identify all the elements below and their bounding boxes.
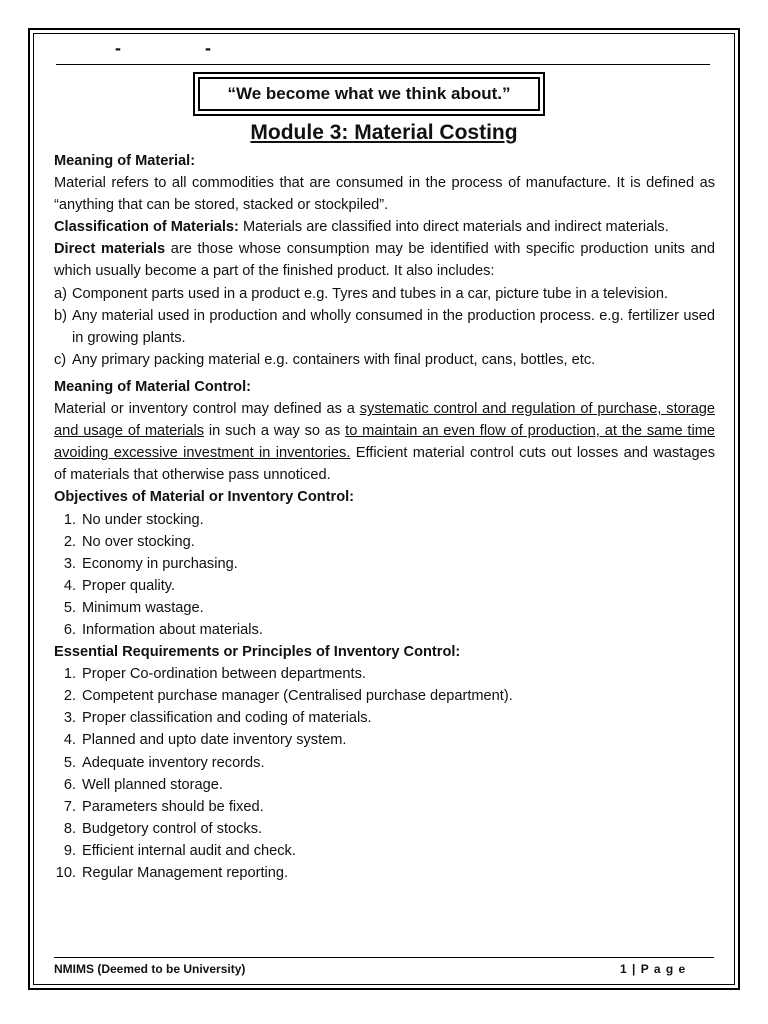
quote-text: “We become what we think about.” <box>227 84 511 103</box>
list-item-text: Proper classification and coding of materials. <box>82 710 372 727</box>
list-item-text: Competent purchase manager (Centralised purchase department). <box>82 688 513 705</box>
list-marker: c) <box>54 351 67 368</box>
list-item-text: Regular Management reporting. <box>82 865 289 881</box>
list-marker: 4. <box>63 732 76 749</box>
list-item <box>54 305 715 349</box>
list-marker: 6. <box>63 621 76 638</box>
list-item-text: Any material used in production and wholly consumed in the production process. e.g. fertilizer used in growing plants. <box>72 307 715 346</box>
control-underlined-text: systematic control and regulation of purchase, storage and usage of materials <box>54 401 715 440</box>
header-dash: - <box>205 38 211 58</box>
direct-materials-list <box>54 283 715 371</box>
list-item <box>54 349 715 371</box>
paragraph-meaning-material: Material refers to all commodities that are consumed in the process of manufacture. It is defined as “anything that can be stored, stacked or stockpiled”. <box>54 175 715 214</box>
list-marker: 2. <box>63 533 76 550</box>
heading-meaning-material: Meaning of Material: <box>54 153 196 169</box>
list-item-text: Parameters should be fixed. <box>82 798 264 815</box>
footer-page-number: 1 | P a g e <box>620 962 687 976</box>
list-item-text: Minimum wastage. <box>82 599 204 616</box>
list-item <box>54 619 715 641</box>
heading-material-control: Meaning of Material Control: <box>54 378 252 395</box>
list-item <box>54 862 715 884</box>
header-rule <box>56 64 710 65</box>
list-item <box>54 685 715 707</box>
list-marker: 1. <box>63 666 76 683</box>
list-item <box>54 663 715 685</box>
direct-materials-text: are those whose consumption may be identified with specific production units and which usually become a part of the finished product. It also includes: <box>54 241 715 280</box>
list-item-text: No under stocking. <box>82 511 204 528</box>
list-item-text: Component parts used in a product e.g. Tyres and tubes in a car, picture tube in a television. <box>72 285 668 302</box>
classification-text: Materials are classified into direct materials and indirect materials. <box>238 219 669 236</box>
objectives-list <box>54 509 715 642</box>
header-dash: - <box>115 38 121 58</box>
list-item-text: Information about materials. <box>82 621 263 638</box>
quote-box <box>193 72 545 116</box>
list-marker: 5. <box>63 599 76 616</box>
list-marker: 8. <box>63 820 76 837</box>
control-text-part: Material or inventory control may defined as a <box>54 401 360 418</box>
list-marker: 4. <box>63 577 76 594</box>
list-item-text: Proper quality. <box>82 577 176 594</box>
paragraph-direct-materials <box>54 238 715 282</box>
paragraph-classification <box>54 216 715 238</box>
list-item <box>54 283 715 305</box>
list-marker: 10. <box>55 865 76 881</box>
header <box>0 38 768 60</box>
heading-classification: Classification of Materials: <box>54 219 239 236</box>
list-marker: 9. <box>63 842 76 859</box>
list-marker: 3. <box>63 555 76 572</box>
list-item <box>54 840 715 862</box>
list-item-text: Economy in purchasing. <box>82 555 238 572</box>
heading-objectives: Objectives of Material or Inventory Control: <box>54 489 355 506</box>
list-item-text: Budgetory control of stocks. <box>82 820 263 837</box>
list-marker: 3. <box>63 710 76 727</box>
list-item-text: Adequate inventory records. <box>82 754 265 771</box>
list-item <box>54 597 715 619</box>
list-item <box>54 707 715 729</box>
footer-rule <box>54 957 714 958</box>
heading-requirements: Essential Requirements or Principles of Inventory Control: <box>54 644 461 661</box>
control-underlined-text: to maintain an even flow of production, at the same time avoiding excessive investment in inventories. <box>54 423 715 462</box>
footer-institution: NMIMS (Deemed to be University) <box>54 962 246 976</box>
list-item-text: Proper Co-ordination between departments. <box>82 666 366 683</box>
list-marker: 6. <box>63 776 76 793</box>
paragraph-material-control <box>54 398 715 486</box>
list-item-text: Planned and upto date inventory system. <box>82 732 347 749</box>
direct-materials-lead: Direct materials <box>54 241 166 258</box>
list-item-text: Well planned storage. <box>82 776 223 793</box>
list-item <box>54 774 715 796</box>
list-item <box>54 553 715 575</box>
list-marker: 2. <box>63 688 76 705</box>
list-item <box>54 818 715 840</box>
list-marker: a) <box>54 285 67 302</box>
list-item-text: Efficient internal audit and check. <box>82 842 296 859</box>
list-item <box>54 509 715 531</box>
list-marker: 5. <box>63 754 76 771</box>
list-item <box>54 729 715 751</box>
control-text-part: Efficient material control cuts out losses and wastages of materials that otherwise pass unnoticed. <box>54 445 715 484</box>
list-marker: 7. <box>63 798 76 815</box>
control-text-part: in such a way so as <box>204 423 346 440</box>
list-marker: 1. <box>63 511 76 528</box>
page-title: Module 3: Material Costing <box>250 121 518 144</box>
list-marker: b) <box>54 307 67 324</box>
document-body <box>54 150 715 884</box>
list-item-text: Any primary packing material e.g. containers with final product, cans, bottles, etc. <box>72 351 596 368</box>
list-item <box>54 531 715 553</box>
list-item <box>54 575 715 597</box>
list-item <box>54 796 715 818</box>
requirements-list <box>54 663 715 884</box>
list-item <box>54 752 715 774</box>
list-item-text: No over stocking. <box>82 533 195 550</box>
